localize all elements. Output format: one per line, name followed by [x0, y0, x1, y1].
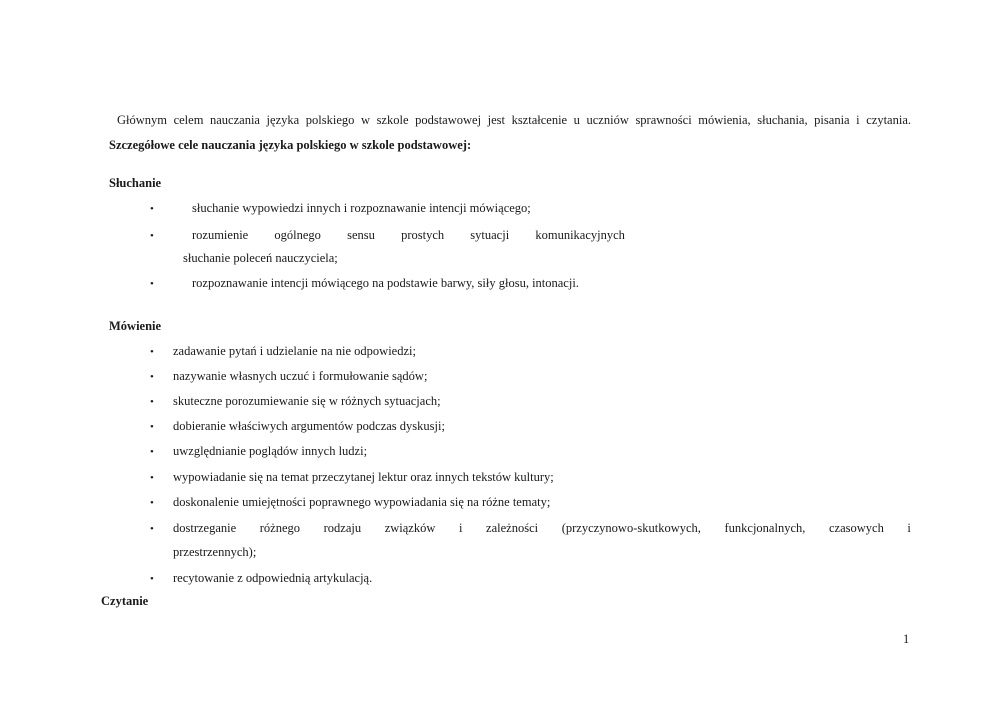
- section-heading-czytanie: Czytanie: [101, 594, 149, 608]
- bullet-icon: •: [150, 523, 154, 535]
- bullet-icon: •: [150, 396, 154, 408]
- bullet-icon: •: [150, 497, 154, 509]
- bullet-icon: •: [150, 573, 154, 585]
- bullet-icon: •: [150, 346, 154, 358]
- list-item-word: (przyczynowo-skutkowych,: [561, 521, 701, 535]
- bullet-icon: •: [150, 230, 154, 242]
- list-item-continuation: słuchanie poleceń nauczyciela;: [183, 251, 338, 265]
- list-item-word: i: [458, 521, 463, 535]
- list-item-word: komunikacyjnych: [535, 228, 625, 242]
- list-item-word: czasowych: [828, 521, 884, 535]
- list-item: dobieranie właściwych argumentów podczas dyskusji;: [173, 419, 445, 433]
- list-item-word: rodzaju: [323, 521, 362, 535]
- list-item: [192, 228, 625, 243]
- section-heading-mowienie: Mówienie: [109, 319, 162, 333]
- list-item-word: sensu: [347, 228, 375, 242]
- list-item-word: różnego: [259, 521, 301, 535]
- list-item: skuteczne porozumiewanie się w różnych sytuacjach;: [173, 394, 441, 408]
- list-item-word: zależności: [486, 521, 539, 535]
- intro-paragraph: Głównym celem nauczania języka polskiego w szkole podstawowej jest kształcenie u uczniów sprawności mówienia, słuchania, pisania i czytania.: [117, 113, 911, 127]
- bullet-icon: •: [150, 446, 154, 458]
- page-number: 1: [903, 632, 910, 646]
- list-item: nazywanie własnych uczuć i formułowanie sądów;: [173, 369, 428, 383]
- bullet-icon: •: [150, 371, 154, 383]
- list-item-word: związków: [384, 521, 436, 535]
- subtitle: Szczegółowe cele nauczania języka polskiego w szkole podstawowej:: [109, 138, 472, 152]
- list-item: zadawanie pytań i udzielanie na nie odpowiedzi;: [173, 344, 416, 358]
- list-item: [173, 521, 911, 536]
- list-item-word: i: [907, 521, 911, 535]
- bullet-icon: •: [150, 278, 154, 290]
- list-item: wypowiadanie się na temat przeczytanej lektur oraz innych tekstów kultury;: [173, 470, 554, 484]
- list-item-word: prostych: [401, 228, 445, 242]
- bullet-icon: •: [150, 421, 154, 433]
- list-item: słuchanie wypowiedzi innych i rozpoznawanie intencji mówiącego;: [192, 201, 531, 215]
- list-item-word: rozumienie: [192, 228, 249, 242]
- list-item-continuation: przestrzennych);: [173, 545, 257, 559]
- list-item-word: funkcjonalnych,: [724, 521, 806, 535]
- list-item: recytowanie z odpowiednią artykulacją.: [173, 571, 373, 585]
- section-heading-sluchanie: Słuchanie: [109, 176, 162, 190]
- list-item: uwzględnianie poglądów innych ludzi;: [173, 444, 368, 458]
- list-item-word: sytuacji: [470, 228, 510, 242]
- list-item: doskonalenie umiejętności poprawnego wypowiadania się na różne tematy;: [173, 495, 551, 509]
- bullet-icon: •: [150, 472, 154, 484]
- bullet-icon: •: [150, 203, 154, 215]
- list-item-word: dostrzeganie: [173, 521, 237, 535]
- list-item: rozpoznawanie intencji mówiącego na podstawie barwy, siły głosu, intonacji.: [192, 276, 579, 290]
- list-item-word: ogólnego: [274, 228, 321, 242]
